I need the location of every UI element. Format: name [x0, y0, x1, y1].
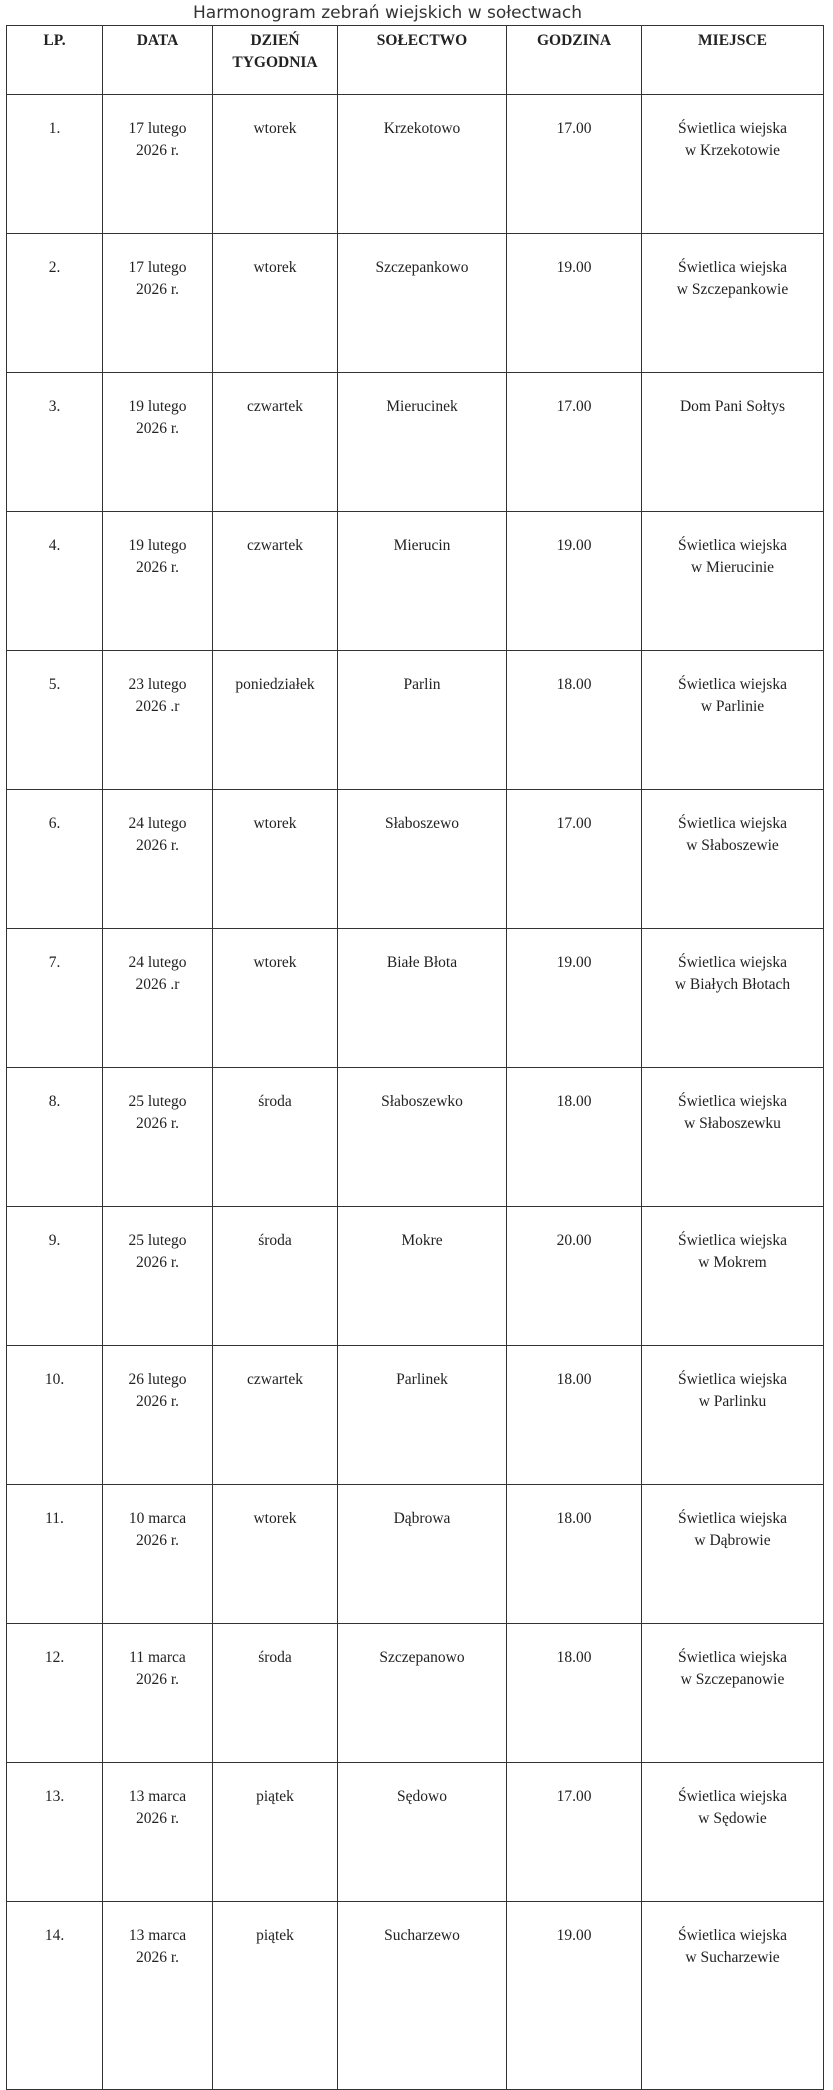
time-value: 17.00: [556, 398, 592, 415]
place-line2: w Krzekotowie: [684, 142, 781, 159]
cell-time: [507, 1624, 642, 1763]
day-value: środa: [258, 1649, 292, 1666]
cell-village: [338, 1068, 507, 1207]
date-line1: 26 lutego: [128, 1371, 187, 1388]
lp-value: 1.: [48, 120, 61, 137]
day-value: wtorek: [253, 120, 297, 137]
date-line2: 2026 r.: [135, 1393, 180, 1410]
table-row: [7, 95, 824, 234]
day-value: piątek: [256, 1788, 294, 1805]
cell-date: [103, 373, 213, 512]
table-row: [7, 1346, 824, 1485]
header-data: DATA: [103, 26, 213, 95]
table-row: [7, 512, 824, 651]
cell-day: [213, 790, 338, 929]
place-line1: Świetlica wiejska: [678, 259, 787, 276]
cell-date: [103, 1902, 213, 2090]
place-line2: w Mierucinie: [690, 559, 775, 576]
cell-lp: [7, 512, 103, 651]
cell-place: [642, 234, 824, 373]
village-value: Sędowo: [397, 1788, 447, 1805]
place-line2: w Słaboszewku: [684, 1115, 781, 1132]
header-lp: LP.: [7, 26, 103, 95]
place-line1: Świetlica wiejska: [678, 1232, 787, 1249]
lp-value: 11.: [45, 1510, 64, 1527]
place-line2: w Parlinie: [700, 698, 765, 715]
cell-day: [213, 929, 338, 1068]
date-line2: 2026 .r: [135, 698, 180, 715]
time-value: 19.00: [556, 259, 592, 276]
cell-village: [338, 790, 507, 929]
cell-lp: [7, 1068, 103, 1207]
cell-time: [507, 790, 642, 929]
place-line1: Świetlica wiejska: [678, 954, 787, 971]
table-row: [7, 1624, 824, 1763]
cell-place: [642, 1068, 824, 1207]
date-line1: 25 lutego: [128, 1232, 187, 1249]
place-line2: w Szczepankowie: [676, 281, 789, 298]
cell-time: [507, 373, 642, 512]
date-line1: 10 marca: [128, 1510, 187, 1527]
lp-value: 6.: [48, 815, 61, 832]
lp-value: 9.: [48, 1232, 61, 1249]
village-value: Krzekotowo: [383, 120, 461, 137]
date-line1: 23 lutego: [128, 676, 187, 693]
lp-value: 12.: [44, 1649, 65, 1666]
time-value: 18.00: [556, 1093, 592, 1110]
cell-day: [213, 1485, 338, 1624]
place-line1: Świetlica wiejska: [678, 676, 787, 693]
village-value: Parlinek: [396, 1371, 448, 1388]
cell-day: [213, 234, 338, 373]
cell-village: [338, 929, 507, 1068]
cell-place: [642, 1763, 824, 1902]
place-line1: Świetlica wiejska: [678, 815, 787, 832]
cell-time: [507, 95, 642, 234]
table-row: [7, 651, 824, 790]
place-line1: Dom Pani Sołtys: [679, 398, 786, 415]
date-line2: 2026 r.: [135, 837, 180, 854]
cell-place: [642, 1624, 824, 1763]
day-value: środa: [258, 1093, 292, 1110]
cell-day: [213, 1624, 338, 1763]
cell-village: [338, 1763, 507, 1902]
cell-time: [507, 1207, 642, 1346]
lp-value: 3.: [48, 398, 61, 415]
cell-time: [507, 651, 642, 790]
village-value: Słaboszewo: [384, 815, 460, 832]
day-value: wtorek: [253, 954, 297, 971]
cell-day: [213, 1346, 338, 1485]
table-row: [7, 790, 824, 929]
table-row: [7, 1763, 824, 1902]
cell-lp: [7, 234, 103, 373]
date-line2: 2026 r.: [135, 1671, 180, 1688]
cell-place: [642, 651, 824, 790]
place-line1: Świetlica wiejska: [678, 1093, 787, 1110]
date-line2: 2026 r.: [135, 1532, 180, 1549]
cell-lp: [7, 1902, 103, 2090]
cell-place: [642, 1207, 824, 1346]
date-line2: 2026 r.: [135, 142, 180, 159]
date-line1: 17 lutego: [128, 259, 187, 276]
date-line1: 13 marca: [128, 1788, 187, 1805]
day-value: wtorek: [253, 1510, 297, 1527]
header-miejsce: MIEJSCE: [642, 26, 824, 95]
lp-value: 7.: [48, 954, 61, 971]
cell-time: [507, 929, 642, 1068]
cell-place: [642, 95, 824, 234]
cell-lp: [7, 1624, 103, 1763]
village-value: Słaboszewko: [381, 1093, 463, 1110]
place-line2: w Białych Błotach: [674, 976, 791, 993]
meeting-schedule-table: [6, 25, 824, 2090]
time-value: 18.00: [556, 1371, 592, 1388]
day-value: środa: [258, 1232, 292, 1249]
date-line1: 25 lutego: [128, 1093, 187, 1110]
cell-date: [103, 1624, 213, 1763]
village-value: Mierucinek: [386, 398, 458, 415]
lp-value: 4.: [48, 537, 61, 554]
day-value: czwartek: [247, 1371, 303, 1388]
cell-time: [507, 1485, 642, 1624]
date-line2: 2026 r.: [135, 420, 180, 437]
time-value: 19.00: [556, 1927, 592, 1944]
cell-lp: [7, 95, 103, 234]
header-dzien-line2: TYGODNIA: [232, 54, 318, 71]
village-value: Dąbrowa: [393, 1510, 451, 1527]
time-value: 18.00: [556, 1510, 592, 1527]
place-line2: w Dąbrowie: [694, 1532, 771, 1549]
date-line2: 2026 r.: [135, 281, 180, 298]
date-line2: 2026 r.: [135, 1949, 180, 1966]
header-dzien-tygodnia: [213, 26, 338, 95]
date-line1: 24 lutego: [128, 815, 187, 832]
table-body: [7, 95, 824, 2090]
cell-time: [507, 1763, 642, 1902]
time-value: 17.00: [556, 1788, 592, 1805]
village-value: Szczepankowo: [375, 259, 469, 276]
day-value: wtorek: [253, 815, 297, 832]
cell-lp: [7, 790, 103, 929]
cell-village: [338, 1207, 507, 1346]
time-value: 18.00: [556, 1649, 592, 1666]
cell-date: [103, 929, 213, 1068]
cell-date: [103, 1346, 213, 1485]
date-line2: 2026 r.: [135, 1810, 180, 1827]
cell-village: [338, 234, 507, 373]
cell-village: [338, 1346, 507, 1485]
day-value: piątek: [256, 1927, 294, 1944]
cell-day: [213, 1068, 338, 1207]
cell-village: [338, 1624, 507, 1763]
cell-place: [642, 373, 824, 512]
day-value: czwartek: [247, 537, 303, 554]
header-dzien-line1: DZIEŃ: [250, 32, 300, 49]
date-line1: 17 lutego: [128, 120, 187, 137]
cell-day: [213, 1207, 338, 1346]
cell-lp: [7, 929, 103, 1068]
cell-date: [103, 1068, 213, 1207]
cell-day: [213, 512, 338, 651]
lp-value: 5.: [48, 676, 61, 693]
lp-value: 2.: [48, 259, 61, 276]
village-value: Mokre: [401, 1232, 443, 1249]
cell-date: [103, 234, 213, 373]
cell-time: [507, 512, 642, 651]
place-line1: Świetlica wiejska: [678, 120, 787, 137]
table-row: [7, 373, 824, 512]
place-line2: w Sędowie: [698, 1810, 767, 1827]
cell-date: [103, 790, 213, 929]
cell-place: [642, 512, 824, 651]
cell-time: [507, 234, 642, 373]
table-row: [7, 234, 824, 373]
place-line2: w Parlinku: [698, 1393, 767, 1410]
date-line2: 2026 r.: [135, 1115, 180, 1132]
cell-lp: [7, 373, 103, 512]
day-value: poniedziałek: [235, 676, 315, 693]
place-line1: Świetlica wiejska: [678, 1371, 787, 1388]
cell-date: [103, 651, 213, 790]
table-row: [7, 929, 824, 1068]
cell-place: [642, 790, 824, 929]
cell-date: [103, 1485, 213, 1624]
cell-date: [103, 1763, 213, 1902]
cell-time: [507, 1902, 642, 2090]
date-line1: 19 lutego: [128, 398, 187, 415]
header-solectwo: SOŁECTWO: [338, 26, 507, 95]
time-value: 19.00: [556, 537, 592, 554]
cell-place: [642, 1902, 824, 2090]
table-row: [7, 1207, 824, 1346]
cell-date: [103, 512, 213, 651]
time-value: 20.00: [556, 1232, 592, 1249]
time-value: 18.00: [556, 676, 592, 693]
lp-value: 10.: [44, 1371, 65, 1388]
header-row: [7, 26, 824, 95]
cell-day: [213, 95, 338, 234]
cell-day: [213, 1902, 338, 2090]
place-line1: Świetlica wiejska: [678, 1927, 787, 1944]
cell-place: [642, 929, 824, 1068]
cell-place: [642, 1485, 824, 1624]
cell-day: [213, 373, 338, 512]
cell-place: [642, 1346, 824, 1485]
day-value: wtorek: [253, 259, 297, 276]
cell-lp: [7, 1763, 103, 1902]
date-line2: 2026 .r: [135, 976, 180, 993]
cell-time: [507, 1346, 642, 1485]
time-value: 19.00: [556, 954, 592, 971]
cell-village: [338, 512, 507, 651]
place-line2: w Sucharzewie: [685, 1949, 780, 1966]
table-row: [7, 1902, 824, 2090]
cell-day: [213, 651, 338, 790]
cell-village: [338, 95, 507, 234]
table-row: [7, 1485, 824, 1624]
place-line1: Świetlica wiejska: [678, 1649, 787, 1666]
place-line2: w Mokrem: [698, 1254, 767, 1271]
village-value: Białe Błota: [386, 954, 458, 971]
document-title: Harmonogram zebrań wiejskich w sołectwach: [193, 3, 583, 23]
day-value: czwartek: [247, 398, 303, 415]
place-line2: w Szczepanowie: [680, 1671, 785, 1688]
lp-value: 8.: [48, 1093, 61, 1110]
cell-lp: [7, 1485, 103, 1624]
date-line1: 13 marca: [128, 1927, 187, 1944]
cell-day: [213, 1763, 338, 1902]
cell-lp: [7, 651, 103, 790]
place-line2: w Słaboszewie: [686, 837, 779, 854]
cell-lp: [7, 1207, 103, 1346]
cell-date: [103, 1207, 213, 1346]
cell-village: [338, 373, 507, 512]
village-value: Sucharzewo: [384, 1927, 460, 1944]
cell-date: [103, 95, 213, 234]
date-line1: 11 marca: [129, 1649, 186, 1666]
village-value: Mierucin: [393, 537, 451, 554]
village-value: Szczepanowo: [379, 1649, 465, 1666]
place-line1: Świetlica wiejska: [678, 1788, 787, 1805]
cell-village: [338, 651, 507, 790]
lp-value: 14.: [44, 1927, 65, 1944]
table-row: [7, 1068, 824, 1207]
time-value: 17.00: [556, 815, 592, 832]
date-line2: 2026 r.: [135, 1254, 180, 1271]
date-line1: 19 lutego: [128, 537, 187, 554]
village-value: Parlin: [403, 676, 441, 693]
cell-lp: [7, 1346, 103, 1485]
date-line2: 2026 r.: [135, 559, 180, 576]
date-line1: 24 lutego: [128, 954, 187, 971]
header-godzina: GODZINA: [507, 26, 642, 95]
table-header: [7, 26, 824, 95]
place-line1: Świetlica wiejska: [678, 1510, 787, 1527]
cell-village: [338, 1902, 507, 2090]
cell-time: [507, 1068, 642, 1207]
place-line1: Świetlica wiejska: [678, 537, 787, 554]
lp-value: 13.: [44, 1788, 65, 1805]
time-value: 17.00: [556, 120, 592, 137]
cell-village: [338, 1485, 507, 1624]
